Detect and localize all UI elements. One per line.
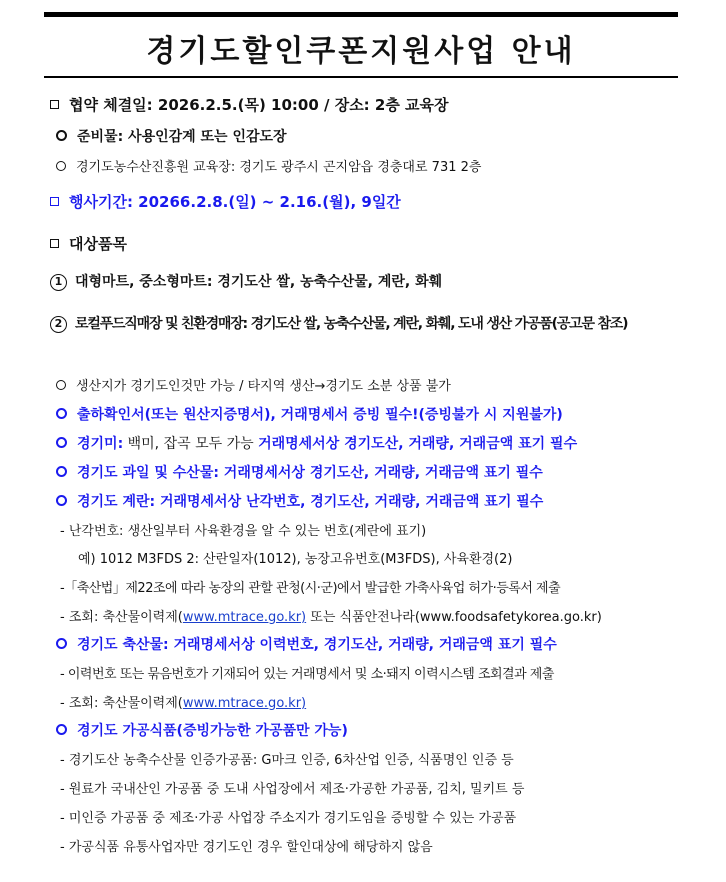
title-bottom-rule: [44, 76, 678, 78]
fruit-text: 경기도 과일 및 수산물: 거래명세서상 경기도산, 거래량, 거래금액 표기 필수: [77, 465, 543, 481]
rice-plain-text: 백미, 잡곡 모두 가능: [123, 436, 259, 452]
lookup-prefix: - 조회: 축산물이력제(: [60, 610, 183, 625]
eggs-heading-text: 경기도 계란: 거래명세서상 난각번호, 경기도산, 거래량, 거래금액 표기 필수: [77, 494, 544, 510]
proof-note: [56, 404, 563, 424]
target-item-text: 로컬푸드직매장 및 친환경매장: 경기도산 쌀, 농축수산물, 계란, 화훼, 도내 생산 가공품(공고문 참조): [75, 316, 628, 332]
processed-heading: [56, 720, 348, 740]
livestock-heading-text: 경기도 축산물: 거래명세서상 이력번호, 경기도산, 거래량, 거래금액 표기 필수: [77, 637, 557, 653]
origin-text: 생산지가 경기도인것만 가능 / 타지역 생산→경기도 소분 상품 불가: [76, 379, 451, 394]
livestock-detail-line: - 이력번호 또는 묶음번호가 기재되어 있는 거래명세서 및 소·돼지 이력시스템 조회결과 제출: [60, 667, 554, 682]
mtrace-link[interactable]: www.mtrace.go.kr): [182, 696, 307, 711]
prep-text: 준비물: 사용인감계 또는 인감도장: [77, 129, 287, 145]
meeting-line: [50, 94, 449, 115]
circle-bullet-icon: [56, 380, 66, 390]
prep-line: [56, 126, 287, 146]
circle-bullet-icon: [56, 437, 67, 448]
lookup-prefix: - 조회: 축산물이력제(: [60, 696, 183, 711]
square-bullet-icon: [50, 239, 59, 248]
period-text: 행사기간: 20266.2.8.(일) ~ 2.16.(월), 9일간: [69, 193, 401, 211]
circle-bullet-icon: [56, 638, 67, 649]
eggs-heading: [56, 491, 543, 511]
target-heading-line: [50, 233, 127, 254]
mtrace-link[interactable]: www.mtrace.go.kr): [182, 610, 307, 625]
target-heading: 대상품목: [69, 235, 127, 253]
venue-line: [56, 156, 481, 175]
square-bullet-icon: [50, 197, 59, 206]
processed-detail-line: - 경기도산 농축수산물 인증가공품: G마크 인증, 6차산업 인증, 식품명인 인증 등: [60, 753, 514, 768]
circle-bullet-icon: [56, 408, 67, 419]
target-item-text: 대형마트, 중소형마트: 경기도산 쌀, 농축수산물, 계란, 화훼: [75, 274, 443, 290]
eggs-detail-line: - 난각번호: 생산일부터 사육환경을 알 수 있는 번호(계란에 표기): [60, 524, 427, 539]
venue-text: 경기도농수산진흥원 교육장: 경기도 광주시 곤지암읍 경충대로 731 2층: [76, 160, 482, 175]
period-line: [50, 191, 401, 212]
rice-emphasis: 거래명세서상 경기도산, 거래량, 거래금액 표기 필수: [258, 436, 578, 452]
square-bullet-icon: [50, 100, 59, 109]
livestock-lookup-line: [60, 692, 306, 711]
circle-bullet-icon: [56, 130, 67, 141]
meeting-text: 협약 체결일: 2026.2.5.(목) 10:00 / 장소: 2층 교육장: [69, 96, 449, 114]
fruit-note: [56, 462, 543, 482]
eggs-detail-line: -「축산법」제22조에 따라 농장의 관할 관청(시·군)에서 발급한 가축사육업 허가·등록서 제출: [60, 581, 561, 596]
target-item-1: [50, 271, 442, 291]
processed-heading-text: 경기도 가공식품(증빙가능한 가공품만 가능): [77, 723, 348, 739]
livestock-heading: [56, 634, 557, 654]
origin-note: [56, 375, 451, 394]
rice-label: 경기미:: [77, 436, 124, 452]
circle-bullet-icon: [56, 495, 67, 506]
target-item-2: [50, 313, 627, 333]
rice-note: [56, 433, 577, 453]
processed-detail-line: - 미인증 가공품 중 제조·가공 사업장 주소지가 경기도임을 증빙할 수 있는 가공품: [60, 811, 517, 826]
circled-number-2: 2: [50, 316, 67, 333]
eggs-example-line: 예) 1012 M3FDS 2: 산란일자(1012), 농장고유번호(M3FDS), 사육환경(2): [78, 552, 513, 567]
eggs-lookup-line: [60, 606, 602, 625]
circle-bullet-icon: [56, 724, 67, 735]
processed-detail-line: - 원료가 국내산인 가공품 중 도내 사업장에서 제조·가공한 가공품, 김치, 밀키트 등: [60, 782, 525, 797]
circle-bullet-icon: [56, 466, 67, 477]
page-title: 경기도할인쿠폰지원사업 안내: [146, 34, 576, 69]
processed-detail-line: - 가공식품 유통사업자만 경기도인 경우 할인대상에 해당하지 않음: [60, 840, 433, 855]
lookup-suffix: 또는 식품안전나라(www.foodsafetykorea.go.kr): [306, 610, 602, 625]
proof-text: 출하확인서(또는 원산지증명서), 거래명세서 증빙 필수!(증빙불가 시 지원불가): [77, 407, 563, 423]
title-top-rule: [44, 12, 678, 17]
circle-bullet-icon: [56, 161, 66, 171]
circled-number-1: 1: [50, 274, 67, 291]
